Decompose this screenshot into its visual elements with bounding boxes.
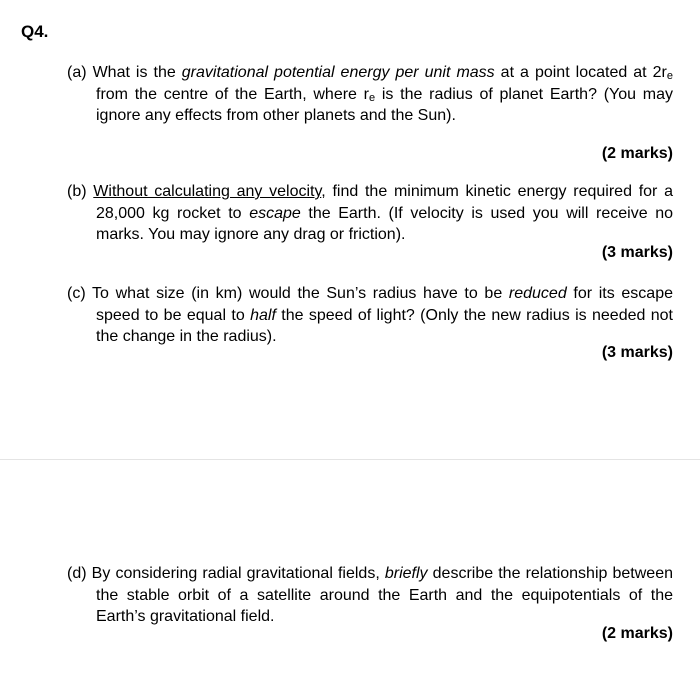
part-d-text-2: describe the relationship between the stable orbit of a satellite around the Earth and the equipotentials of the Earth’s gravitational field.: [96, 565, 673, 625]
part-a-marks: (2 marks): [601, 145, 673, 162]
part-c: [67, 283, 673, 348]
part-a-label: (a): [67, 64, 87, 81]
part-c-text-2: for its escape speed to be equal to: [96, 285, 673, 324]
part-a-text-2: at a point located at 2r: [494, 64, 667, 81]
part-c-text: [67, 283, 673, 348]
part-a-text-4: is the radius of planet Earth? (You may ignore any effects from other planets and the Sun).: [96, 85, 673, 124]
part-c-text-3: the speed of light? (Only the new radius is needed not the change in the radius).: [96, 306, 673, 345]
part-d-emphasis: briefly: [384, 565, 428, 582]
part-c-text-1: To what size (in km) would the Sun’s radius have to be: [92, 285, 509, 302]
part-b-emphasis: escape: [249, 204, 301, 222]
part-c-emphasis-1: reduced: [508, 285, 567, 302]
part-a: [67, 62, 673, 127]
part-d-marks: (2 marks): [601, 625, 673, 642]
part-b: [67, 181, 673, 246]
question-number: Q4.: [21, 22, 49, 41]
part-c-emphasis-2: half: [250, 306, 276, 324]
part-a-subscript-2: e: [369, 91, 376, 104]
part-b-marks: (3 marks): [601, 244, 673, 261]
part-c-label: (c): [67, 285, 86, 302]
part-c-marks: (3 marks): [601, 344, 673, 361]
part-d-label: (d): [67, 565, 87, 582]
part-a-text-1: What is the: [92, 64, 182, 81]
part-b-underlined: Without calculating any velocity: [93, 183, 322, 200]
part-b-text: [67, 181, 673, 246]
part-b-text-2: the Earth. (If velocity is used you will receive no marks. You may ignore any drag or friction).: [96, 204, 674, 243]
part-a-subscript-1: e: [666, 70, 673, 82]
part-d-text: [67, 563, 673, 628]
part-a-emphasis: gravitational potential energy per unit mass: [181, 64, 495, 81]
part-d-text-1: By considering radial gravitational fields,: [91, 565, 385, 582]
part-a-text-3: from the centre of the Earth, where r: [96, 85, 370, 103]
part-d: [67, 563, 673, 628]
part-b-text-1: , find the minimum kinetic energy required for a 28,000 kg rocket to: [96, 183, 674, 222]
part-b-label: (b): [67, 183, 87, 200]
part-a-text: [67, 62, 673, 127]
page-divider: [0, 459, 700, 460]
